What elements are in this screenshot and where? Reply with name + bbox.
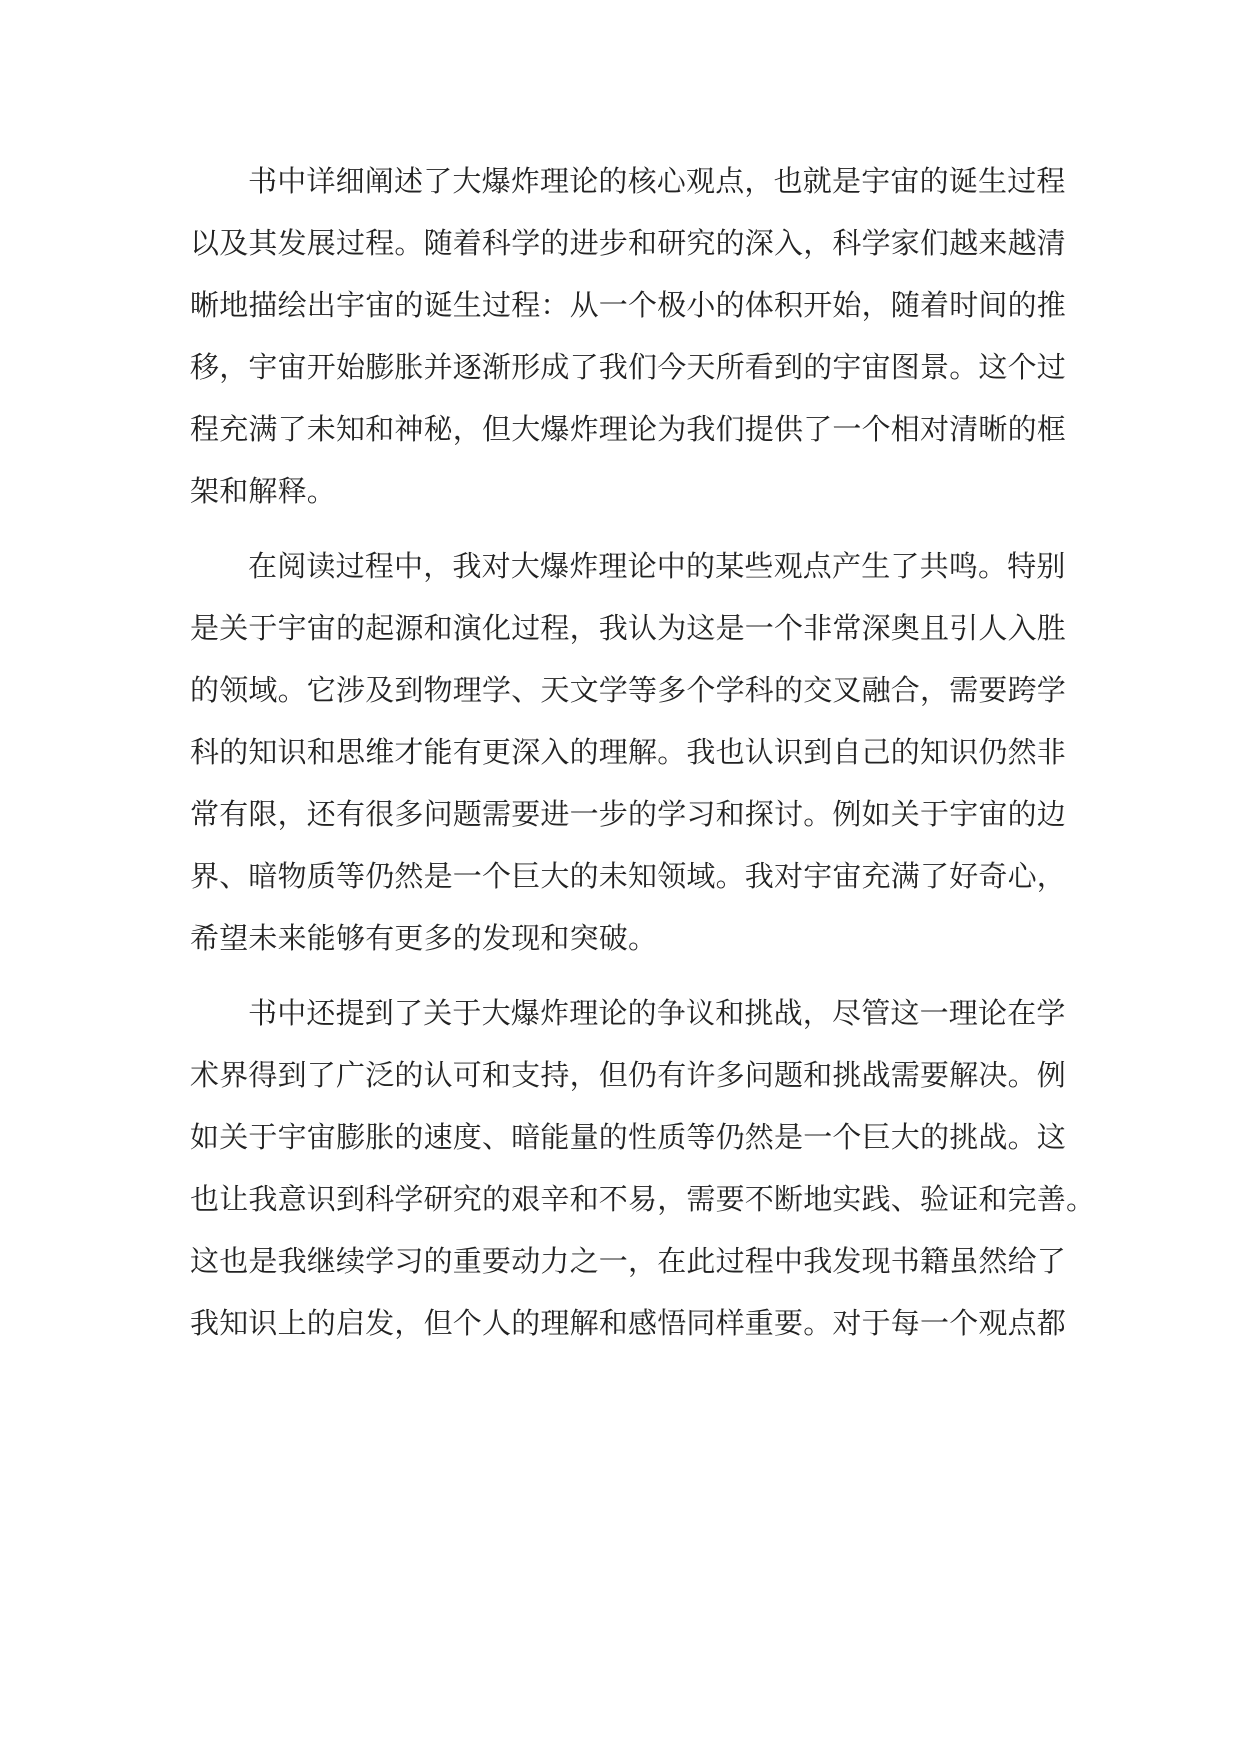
- text-line: 科的知识和思维才能有更深入的理解。我也认识到自己的知识仍然非: [190, 735, 1067, 769]
- text-line: 如关于宇宙膨胀的速度、暗能量的性质等仍然是一个巨大的挑战。这: [190, 1120, 1067, 1154]
- text-line: 晰地描绘出宇宙的诞生过程：从一个极小的体积开始，随着时间的推: [190, 288, 1067, 322]
- text-line: 在阅读过程中，我对大爆炸理论中的某些观点产生了共鸣。特别: [248, 549, 1066, 583]
- text-line: 程充满了未知和神秘，但大爆炸理论为我们提供了一个相对清晰的框: [190, 412, 1067, 446]
- text-line: 的领域。它涉及到物理学、天文学等多个学科的交叉融合，需要跨学: [190, 673, 1067, 707]
- paragraph-big-bang-theory: [190, 150, 1067, 522]
- paragraph-gap: [190, 969, 1056, 982]
- paragraph-reading-reflection: [190, 535, 1067, 969]
- text-line: 常有限，还有很多问题需要进一步的学习和探讨。例如关于宇宙的边: [190, 797, 1067, 831]
- text-line: 这也是我继续学习的重要动力之一，在此过程中我发现书籍虽然给了: [190, 1244, 1067, 1278]
- document-body: [190, 150, 1096, 1354]
- text-line: 移，宇宙开始膨胀并逐渐形成了我们今天所看到的宇宙图景。这个过: [190, 350, 1067, 384]
- text-line: 书中详细阐述了大爆炸理论的核心观点，也就是宇宙的诞生过程: [248, 164, 1066, 198]
- paragraph-controversies: [190, 982, 1096, 1354]
- text-line: 希望未来能够有更多的发现和突破。: [190, 921, 658, 955]
- text-line: 术界得到了广泛的认可和支持，但仍有许多问题和挑战需要解决。例: [190, 1058, 1067, 1092]
- text-line: 也让我意识到科学研究的艰辛和不易，需要不断地实践、验证和完善。: [190, 1182, 1096, 1216]
- text-line: 是关于宇宙的起源和演化过程，我认为这是一个非常深奥且引人入胜: [190, 611, 1067, 645]
- text-line: 架和解释。: [190, 474, 337, 508]
- paragraph-gap: [190, 522, 1056, 535]
- text-line: 书中还提到了关于大爆炸理论的争议和挑战，尽管这一理论在学: [248, 996, 1066, 1030]
- text-line: 我知识上的启发，但个人的理解和感悟同样重要。对于每一个观点都: [190, 1306, 1067, 1340]
- text-line: 界、暗物质等仍然是一个巨大的未知领域。我对宇宙充满了好奇心，: [190, 859, 1067, 893]
- text-line: 以及其发展过程。随着科学的进步和研究的深入，科学家们越来越清: [190, 226, 1067, 260]
